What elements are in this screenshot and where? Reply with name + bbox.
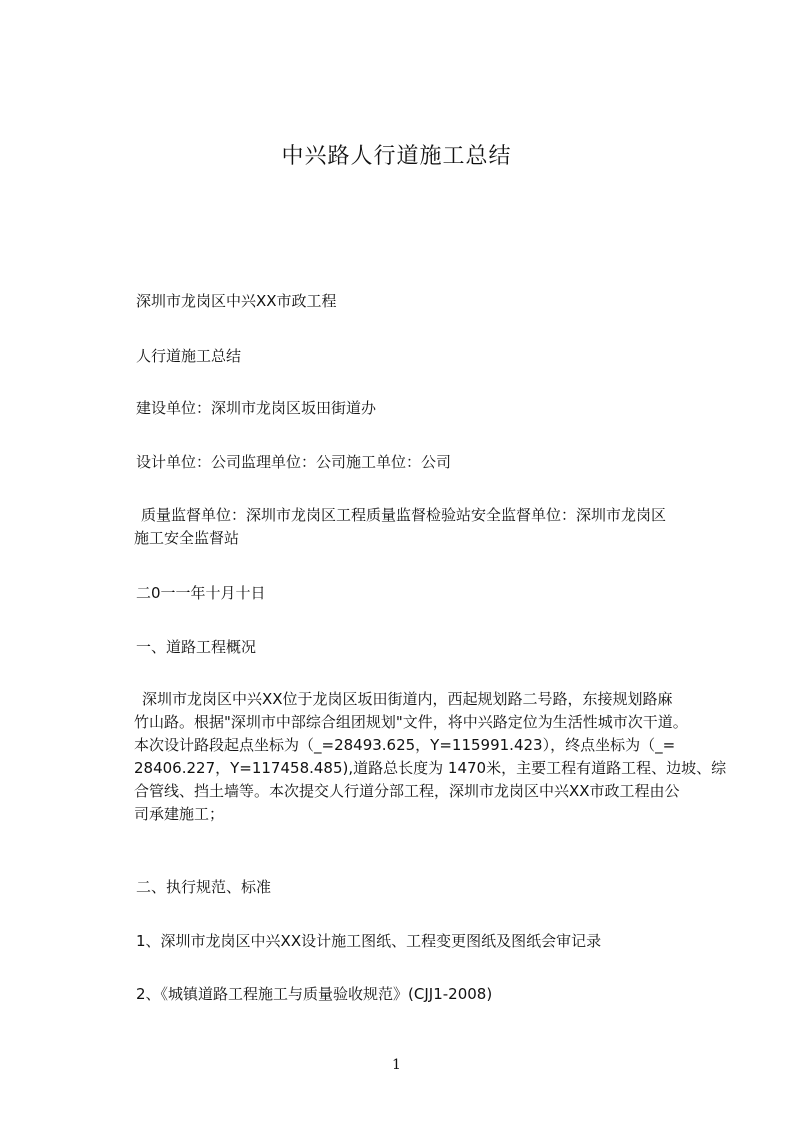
page-number: 1 xyxy=(392,1057,401,1073)
project-name: 深圳市龙岗区中兴XX市政工程 xyxy=(136,292,337,310)
supervision-line-1: 质量监督单位：深圳市龙岗区工程质量监督检验站安全监督单位：深圳市龙岗区 xyxy=(141,506,667,524)
document-subtitle: 人行道施工总结 xyxy=(136,347,242,365)
overview-paragraph xyxy=(134,688,727,826)
section-1-heading: 一、道路工程概况 xyxy=(136,638,257,656)
overview-line-6: 司承建施工； xyxy=(134,805,225,823)
overview-line-2: 竹山路。根据"深圳市中部综合组团规划"文件，将中兴路定位为生活性城市次干道。 xyxy=(134,713,688,731)
document-title: 中兴路人行道施工总结 xyxy=(281,144,512,169)
design-supervision-construction-units: 设计单位：公司监理单位：公司施工单位：公司 xyxy=(136,453,452,471)
supervision-line-2: 施工安全监督站 xyxy=(134,529,240,547)
overview-line-5: 合管线、挡土墙等。本次提交人行道分部工程，深圳市龙岗区中兴XX市政工程由公 xyxy=(134,782,680,800)
builder-unit: 建设单位：深圳市龙岗区坂田街道办 xyxy=(136,399,377,417)
overview-line-3: 本次设计路段起点坐标为（_=28493.625，Y=115991.423），终点坐标为（_= xyxy=(134,736,676,754)
overview-line-4: 28406.227，Y=117458.485),道路总长度为 1470米，主要工程有道路工程、边坡、综 xyxy=(134,759,727,777)
section-2-heading: 二、执行规范、标准 xyxy=(136,878,272,896)
overview-line-1: 深圳市龙岗区中兴XX位于龙岗区坂田街道内，西起规划路二号路，东接规划路麻 xyxy=(142,690,673,708)
standard-item-2: 2、《城镇道路工程施工与质量验收规范》(CJJ1-2008) xyxy=(136,985,493,1003)
standard-item-1: 1、深圳市龙岗区中兴XX设计施工图纸、工程变更图纸及图纸会审记录 xyxy=(136,932,602,950)
document-date: 二0一一年十月十日 xyxy=(136,584,266,602)
supervision-units-paragraph xyxy=(136,504,716,550)
